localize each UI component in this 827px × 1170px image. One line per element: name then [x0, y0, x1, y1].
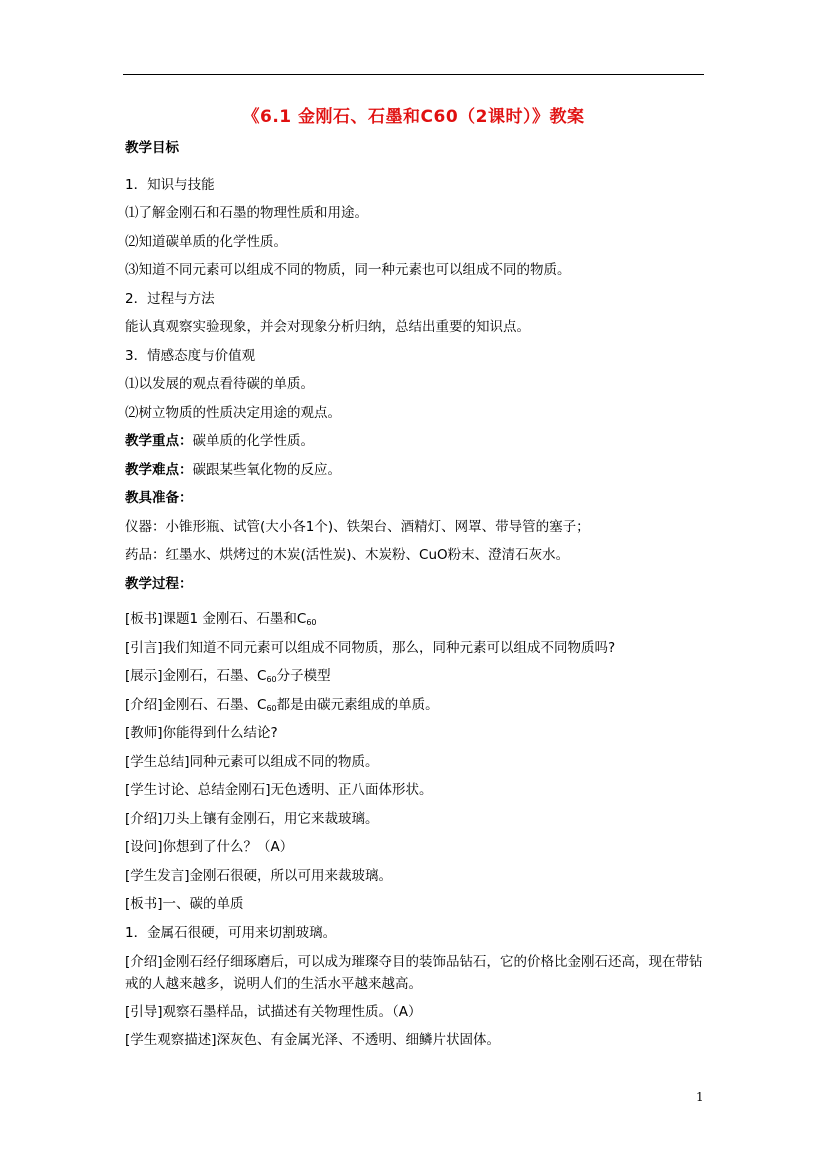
s3-item1: ⑴以发展的观点看待碳的单质。: [125, 376, 314, 392]
subscript-60: 60: [266, 675, 277, 684]
page-number: 1: [696, 1090, 704, 1104]
process-line-15: [学生观察描述]深灰色、有金属光泽、不透明、细鳞片状固体。: [125, 1032, 501, 1048]
instruments-line: 仪器：小锥形瓶、试管(大小各1个)、铁架台、酒精灯、网罩、带导管的塞子；: [125, 519, 590, 535]
process-line-5: [教师]你能得到什么结论?: [125, 725, 278, 741]
process-line-2: [引言]我们知道不同元素可以组成不同物质，那么，同种元素可以组成不同物质吗?: [125, 640, 616, 656]
process-line-10: [学生发言]金刚石很硬，所以可用来裁玻璃。: [125, 868, 393, 884]
process-line-1: [125, 609, 317, 633]
process-line-4: [125, 695, 439, 719]
s1-item3: ⑶知道不同元素可以组成不同的物质，同一种元素也可以组成不同的物质。: [125, 262, 571, 278]
process-line-9: [设问]你想到了什么？（A）: [125, 839, 294, 855]
difficult-point-label: 教学难点：: [125, 462, 193, 478]
difficult-point: [125, 460, 341, 480]
key-point-label: 教学重点：: [125, 433, 193, 449]
section2-heading: 2．过程与方法: [125, 291, 215, 307]
key-point: [125, 431, 314, 451]
process-line-1-text: [板书]课题1 金刚石、石墨和C: [125, 611, 307, 627]
reagents-line: 药品：红墨水、烘烤过的木炭(活性炭)、木炭粉、CuO粉末、澄清石灰水。: [125, 547, 570, 563]
subscript-60: 60: [266, 704, 277, 713]
process-line-3-text: [展示]金刚石，石墨、C: [125, 668, 267, 684]
difficult-point-text: 碳跟某些氧化物的反应。: [192, 462, 341, 478]
process-line-4-suffix: 都是由碳元素组成的单质。: [276, 697, 439, 713]
process-line-3-suffix: 分子模型: [276, 668, 331, 684]
process-line-6: [学生总结]同种元素可以组成不同的物质。: [125, 754, 379, 770]
s1-item2: ⑵知道碳单质的化学性质。: [125, 234, 287, 250]
process-line-4-text: [介绍]金刚石、石墨、C: [125, 697, 267, 713]
key-point-text: 碳单质的化学性质。: [192, 433, 314, 449]
process-line-3: [125, 666, 331, 690]
process-line-13: [介绍]金刚石经仔细琢磨后，可以成为璀璨夺目的装饰品钻石，它的价格比金刚石还高，现在带钻戒的人越来越多，说明人们的生活水平越来越高。: [125, 954, 703, 992]
process-line-8: [介绍]刀头上镶有金刚石，用它来裁玻璃。: [125, 811, 379, 827]
objectives-heading: 教学目标: [125, 140, 179, 156]
s3-item2: ⑵树立物质的性质决定用途的观点。: [125, 405, 341, 421]
equipment-heading: 教具准备：: [125, 490, 193, 506]
document-title: 《6.1 金刚石、石墨和C60（2课时）》教案: [242, 107, 585, 127]
s1-item1: ⑴了解金刚石和石墨的物理性质和用途。: [125, 205, 368, 221]
header-rule: [123, 74, 704, 75]
process-line-11: [板书]一、碳的单质: [125, 896, 244, 912]
s2-item1: 能认真观察实验现象，并会对现象分析归纳，总结出重要的知识点。: [125, 319, 530, 335]
process-line-14: [引导]观察石墨样品，试描述有关物理性质。（A）: [125, 1004, 422, 1020]
process-line-7: [学生讨论、总结金刚石]无色透明、正八面体形状。: [125, 782, 433, 798]
section3-heading: 3．情感态度与价值观: [125, 348, 256, 364]
process-heading: 教学过程：: [125, 576, 193, 592]
section1-heading: 1．知识与技能: [125, 177, 215, 193]
subscript-60: 60: [306, 618, 317, 627]
process-line-12: 1．金属石很硬，可用来切割玻璃。: [125, 925, 337, 941]
